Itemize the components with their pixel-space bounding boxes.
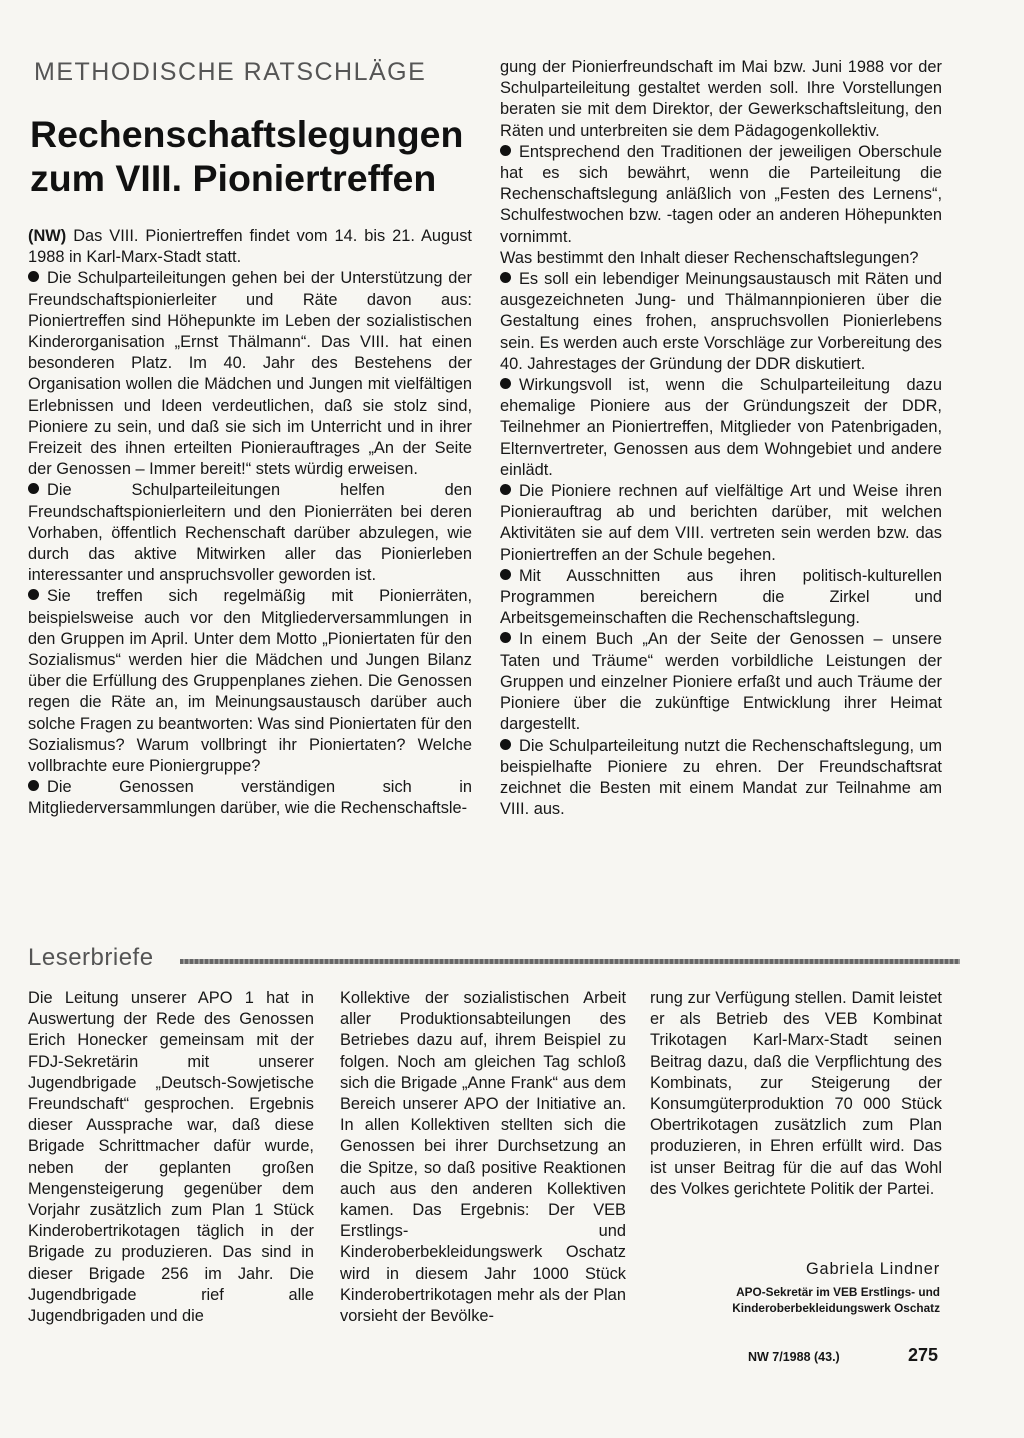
signature-name: Gabriela Lindner <box>806 1260 940 1278</box>
section-kicker: METHODISCHE RATSCHLÄGE <box>34 58 427 86</box>
letters-section-title: Leserbriefe <box>28 944 154 971</box>
letter-text: Die Leitung unserer APO 1 hat in Auswertung der Rede des Genossen Erich Honecker gemeinsam mit der FDJ-Sekretärin mit unserer Jugendbrigade „Deutsch-Sowjetische Freundschaft“ gesprochen. Ergebnis dieser Aussprache war, daß diese Brigade Schrittmacher dafür wurde, neben der geplanten großen Mengensteigerung gegenüber dem Vorjahr zusätzlich zum Plan 1 Stück Kinderobertrikotagen täglich in der Brigade zu produzieren. Das sind in dieser Brigade 256 im Jahr. Die Jugendbrigade rief alle Jugendbrigaden und die <box>28 989 314 1326</box>
continuation-paragraph: gung der Pionierfreundschaft im Mai bzw. Juni 1988 vor der Schulparteileitung gestaltet werden soll. Ihre Vorstellungen beraten sie mit dem Direktor, der Gewerkschaftsleitung, den Räten und unterbreiten sie dem Pädagogenkollektiv. <box>500 58 942 140</box>
bullet-paragraph: In einem Buch „An der Seite der Genossen – unsere Taten und Träume“ werden vorbildliche Leistungen der Gruppen und einzelner Pioniere erfaßt und auch Träume der Pioniere über die zukünftige Entwicklung ihrer Heimat dargestellt. <box>500 630 942 734</box>
question-paragraph: Was bestimmt den Inhalt dieser Rechenschaftslegungen? <box>500 248 919 267</box>
bullet-icon <box>28 589 39 600</box>
signature-role-line-2: Kinderoberbekleidungswerk Oschatz <box>732 1301 940 1315</box>
bullet-paragraph: Die Schulparteileitung nutzt die Rechenschaftslegung, um beispielhafte Pioniere zu ehren. Der Freundschaftsrat zeichnet die Besten mit einem Mandat zur Teilnahme am VIII. aus. <box>500 736 942 819</box>
article-headline <box>30 112 470 200</box>
letter-column-2 <box>340 988 626 1327</box>
bullet-paragraph: Die Pioniere rechnen auf vielfältige Art und Weise ihren Pionierauftrag ab und berichten darüber, mit welchen Aktivitäten sie auf dem VIII. vertreten sein werden bzw. das Pioniertreffen an der Schule begehen. <box>500 482 942 564</box>
bullet-icon <box>500 739 511 750</box>
bullet-paragraph: Die Genossen verständigen sich in Mitgliederversammlungen darüber, wie die Rechenschaftsle- <box>28 778 472 818</box>
letter-text: rung zur Verfügung stellen. Damit leistet er als Betrieb des VEB Kombinat Trikotagen Karl-Marx-Stadt seinen Beitrag dazu, daß die Verpflichtung des Kombinats, zur Steigerung der Konsumgüterproduktion 70 000 Stück Obertrikotagen zusätzlich zum Plan produzieren, in Ehren erfüllt wird. Das ist unser Beitrag für die auf das Wohl des Volkes gerichtete Politik der Partei. <box>650 989 942 1198</box>
signature-role-line-1: APO-Sekretär im VEB Erstlings- und <box>736 1285 940 1299</box>
bullet-paragraph: Entsprechend den Traditionen der jeweiligen Oberschule hat es sich bewährt, wenn die Parteileitung die Rechenschaftslegung anläßlich von „Festen des Lernens“, Schulfestwochen bzw. -tagen oder an anderen Höhepunkten vornimmt. <box>500 142 942 246</box>
page-number: 275 <box>908 1345 939 1365</box>
section-divider <box>180 959 960 964</box>
bullet-icon <box>500 145 511 156</box>
signature-role <box>640 1284 940 1316</box>
lead-paragraph <box>28 226 472 268</box>
bullet-paragraph: Die Schulparteileitungen gehen bei der Unterstützung der Freundschaftspionierleiter und Räte davon aus: Pioniertreffen sind Höhepunkte im Leben der sozialistischen Kinderorganisation „Ernst Thälmann“. Das VIII. hat einen besonderen Platz. Im 40. Jahr des Bestehens der Organisation wollen die Mädchen und Jungen mit vielfältigen Erlebnissen und Ideen verdeutlichen, daß sie stolz sind, Pioniere zu sein, und daß sie sich im Unterricht und in ihrer Freizeit des ihnen erteilten Pionierauftrages „An der Seite der Genossen – Immer bereit!“ stets würdig erweisen. <box>28 269 472 479</box>
issue-reference: NW 7/1988 (43.) <box>748 1350 840 1364</box>
bullet-icon <box>500 484 511 495</box>
bullet-icon <box>28 483 39 494</box>
bullet-paragraph: Die Schulparteileitungen helfen den Freundschaftspionierleitern und den Pionierräten bei deren Vorhaben, öffentlich Rechenschaft darüber abzulegen, wie durch das aktive Mitwirken aller das Pionierleben interessanter und anspruchsvoller geworden ist. <box>28 481 472 585</box>
bullet-icon <box>500 632 511 643</box>
headline-line-1: Rechenschaftslegungen <box>30 113 464 155</box>
bullet-icon <box>28 271 39 282</box>
bullet-paragraph: Es soll ein lebendiger Meinungsaustausch mit Räten und ausgezeichneten Jung- und Thälmannpionieren über die Gestaltung eines frohen, anspruchsvollen Pionierlebens sein. Es werden auch erste Vorschläge zur Vorbereitung des 40. Jahrestages der Gründung der DDR diskutiert. <box>500 270 942 373</box>
article-column-left <box>28 226 472 820</box>
bullet-icon <box>28 780 39 791</box>
letter-text: Kollektive der sozialistischen Arbeit aller Produktionsabteilungen des Betriebes dazu auf, ihrem Beispiel zu folgen. Noch am gleichen Tag schloß sich die Brigade „Anne Frank“ aus dem Bereich unserer APO der Initiative an. In allen Kollektiven stellten sich die Genossen bei ihrer Durchsetzung an die Spitze, so daß positive Reaktionen auch aus den anderen Kollektiven kamen. Das Ergebnis: Der VEB Erstlings- und Kinderoberbekleidungswerk Oschatz wird in diesem Jahr 1000 Stück Kinderobertrikotagen mehr als der Plan vorsieht der Bevölke- <box>340 989 626 1326</box>
letter-column-3 <box>650 988 942 1200</box>
headline-line-2: zum VIII. Pioniertreffen <box>30 157 437 199</box>
letter-column-1 <box>28 988 314 1327</box>
bullet-icon <box>500 378 511 389</box>
bullet-icon <box>500 569 511 580</box>
bullet-paragraph: Wirkungsvoll ist, wenn die Schulparteileitung dazu ehemalige Pioniere aus der Gründungszeit der DDR, Teilnehmer an Pioniertreffen, Mitglieder von Patenbrigaden, Elternvertreter, Genossen aus dem Wohngebiet und andere einlädt. <box>500 376 942 479</box>
bullet-icon <box>500 272 511 283</box>
article-column-right <box>500 57 942 820</box>
lead-tag: (NW) <box>28 227 67 245</box>
lead-text: Das VIII. Pioniertreffen findet vom 14. bis 21. August 1988 in Karl-Marx-Stadt statt. <box>28 227 472 267</box>
bullet-paragraph: Mit Ausschnitten aus ihren politisch-kulturellen Programmen bereichern die Zirkel und Arbeitsgemeinschaften die Rechenschaftslegung. <box>500 566 942 628</box>
bullet-paragraph: Sie treffen sich regelmäßig mit Pionierräten, beispielsweise auch vor den Mitgliederversammlungen in den Gruppen im April. Unter dem Motto „Pioniertaten für den Sozialismus“ werden hier die Mädchen und Jungen Bilanz über die Erfüllung des Gruppenplanes ziehen. Die Genossen regen die Räte an, im Meinungsaustausch darüber auch solche Fragen zu beantworten: Was sind Pioniertaten für den Sozialismus? Warum vollbringt ihr Pioniertaten? Welche vollbrachte eure Pioniergruppe? <box>28 587 473 776</box>
